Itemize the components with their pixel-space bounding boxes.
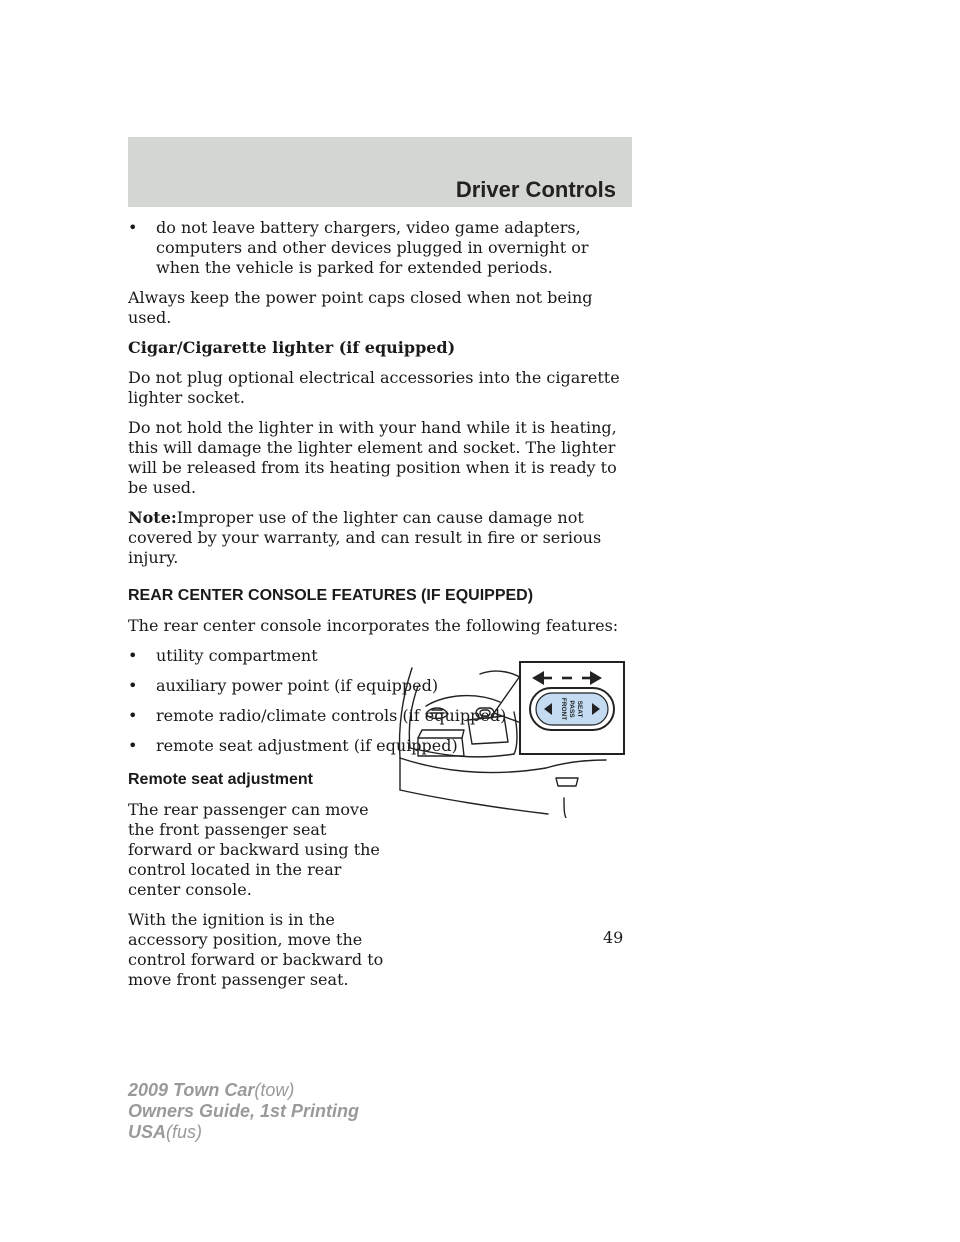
seat-paragraph-2: With the ignition is in the accessory position, move the control forward or backward to move front passenger seat.	[128, 910, 384, 989]
bullet-icon: •	[128, 736, 138, 755]
footer-market: USA	[128, 1122, 167, 1142]
switch-label-pass: PASS	[568, 700, 575, 718]
bullet-icon: •	[128, 646, 138, 665]
page-number: 49	[603, 928, 624, 947]
list-item-text: do not leave battery chargers, video game adapters, computers and other devices plugged in overnight or when the vehicle is parked for extended periods.	[156, 218, 589, 277]
footer	[128, 1080, 359, 1143]
bullet-icon: •	[128, 676, 138, 695]
lighter-paragraph-2: Do not hold the lighter in with your hand while it is heating, this will damage the lighter element and socket. The lighter will be released from its heating position when it is ready to be used.	[128, 418, 617, 497]
console-illustration	[396, 658, 628, 818]
list-item-text: auxiliary power point (if equipped)	[156, 676, 439, 695]
list-item	[128, 218, 636, 278]
note-text: Improper use of the lighter can cause damage not covered by your warranty, and can result in fire or serious injury.	[128, 508, 602, 567]
list-item-text: remote radio/climate controls (if equipped)	[156, 706, 507, 725]
switch-label-seat: SEAT	[576, 700, 583, 718]
console-line-drawing	[396, 658, 628, 818]
lighter-heading: Cigar/Cigarette lighter (if equipped)	[128, 338, 456, 357]
footer-line-3	[128, 1122, 359, 1143]
footer-model-code: (tow)	[254, 1080, 295, 1100]
lighter-note	[128, 508, 636, 568]
seat-paragraph-1: The rear passenger can move the front passenger seat forward or backward using the control located in the rear center console.	[128, 800, 380, 899]
bullet-icon: •	[128, 218, 138, 237]
footer-model: 2009 Town Car	[128, 1080, 255, 1100]
section-header-bar	[128, 137, 632, 207]
seat-heading: Remote seat adjustment	[128, 771, 313, 788]
list-item-text: remote seat adjustment (if equipped)	[156, 736, 458, 755]
console-heading: REAR CENTER CONSOLE FEATURES (IF EQUIPPED)	[128, 587, 534, 604]
list-item-text: utility compartment	[156, 646, 318, 665]
paragraph-caps: Always keep the power point caps closed when not being used.	[128, 288, 593, 327]
page-content	[128, 218, 636, 1000]
lighter-paragraph-1: Do not plug optional electrical accessories into the cigarette lighter socket.	[128, 368, 620, 407]
switch-label-front: FRONT	[560, 697, 567, 721]
footer-line-2	[128, 1101, 359, 1122]
note-label: Note:	[128, 508, 177, 527]
footer-market-code: (fus)	[166, 1122, 203, 1142]
section-title: Driver Controls	[455, 177, 616, 202]
footer-guide: Owners Guide, 1st Printing	[128, 1101, 360, 1121]
bullet-icon: •	[128, 706, 138, 725]
footer-line-1	[128, 1080, 359, 1101]
console-intro: The rear center console incorporates the following features:	[128, 616, 619, 635]
